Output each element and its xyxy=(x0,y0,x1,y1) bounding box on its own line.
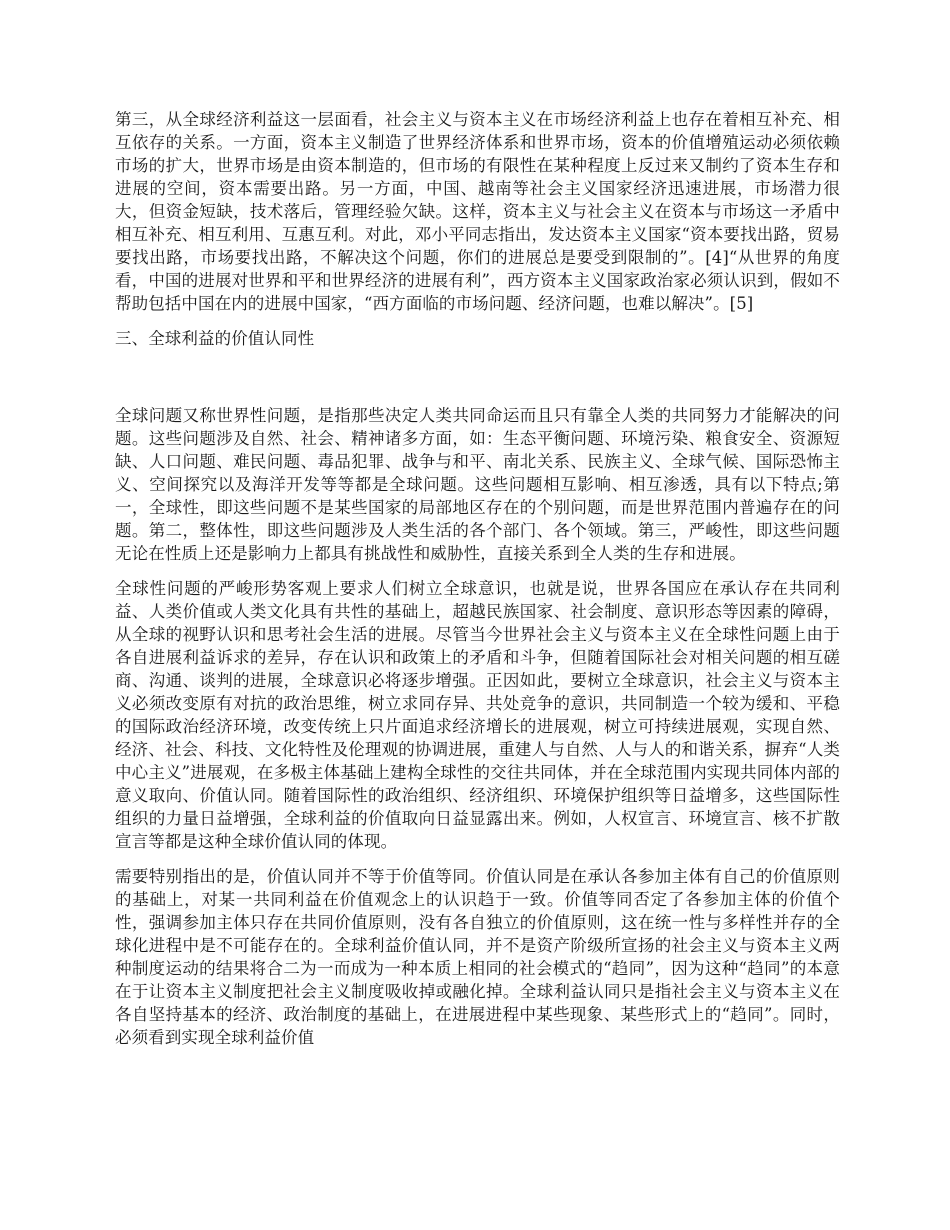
blank-spacer xyxy=(115,362,840,404)
paragraph-global-awareness: 全球性问题的严峻形势客观上要求人们树立全球意识，也就是说，世界各国应在承认存在共同利益、人类价值或人类文化具有共性的基础上，超越民族国家、社会制度、意识形态等因素的障碍，从全球的视野认识和思考社会生活的进展。尽管当今世界社会主义与资本主义在全球性问题上由于各自进展利益诉求的差异，存在认识和政策上的矛盾和斗争，但随着国际社会对相关问题的相互磋商、沟通、谈判的进展，全球意识必将逐步增强。正因如此，要树立全球意识，社会主义与资本主义必须改变原有对抗的政治思维，树立求同存异、共处竞争的意识，共同制造一个较为缓和、平稳的国际政治经济环境，改变传统上只片面追求经济增长的进展观，树立可持续进展观，实现自然、经济、社会、科技、文化特性及伦理观的协调进展，重建人与自然、人与人的和谐关系，摒弃“人类中心主义”进展观，在多极主体基础上建构全球性的交往共同体，并在全球范围内实现共同体内部的意义取向、价值认同。随着国际性的政治组织、经济组织、环境保护组织等日益增多，这些国际性组织的力量日益增强，全球利益的价值取向日益显露出来。例如，人权宣言、环境宣言、核不扩散宣言等都是这种全球价值认同的体现。 xyxy=(115,579,840,851)
paragraph-global-problems: 全球问题又称世界性问题，是指那些决定人类共同命运而且只有靠全人类的共同努力才能解决的问题。这些问题涉及自然、社会、精神诸多方面，如：生态平衡问题、环境污染、粮食安全、资源短缺、人口问题、难民问题、毒品犯罪、战争与和平、南北关系、民族主义、全球气候、国际恐怖主义、空间探究以及海洋开发等等都是全球问题。这些问题相互影响、相互渗透，具有以下特点;第一，全球性，即这些问题不是某些国家的局部地区存在的个别问题，而是世界范围内普遍存在的问题。第二，整体性，即这些问题涉及人类生活的各个部门、各个领域。第三，严峻性，即这些问题无论在性质上还是影响力上都具有挑战性和威胁性，直接关系到全人类的生存和进展。 xyxy=(115,406,840,563)
paragraph-global-economic-interest: 第三，从全球经济利益这一层面看，社会主义与资本主义在市场经济利益上也存在着相互补充、相互依存的关系。一方面，资本主义制造了世界经济体系和世界市场，资本的价值增殖运动必须依赖市场的扩大，世界市场是由资本制造的，但市场的有限性在某种程度上反过来又制约了资本生存和进展的空间，资本需要出路。另一方面，中国、越南等社会主义国家经济迅速进展，市场潜力很大，但资金短缺，技术落后，管理经验欠缺。这样，资本主义与社会主义在资本与市场这一矛盾中相互补充、相互利用、互惠互利。对此，邓小平同志指出，发达资本主义国家“资本要找出路，贸易要找出路，市场要找出路，不解决这个问题，你们的进展总是要受到限制的”。[4]“从世界的角度看，中国的进展对世界和平和世界经济的进展有利”，西方资本主义国家政治家必须认识到，假如不帮助包括中国在内的进展中国家，“西方面临的市场问题、经济问题，也难以解决”。[5] xyxy=(115,110,840,313)
document-body xyxy=(115,108,840,1061)
section-heading: 三、全球利益的价值认同性 xyxy=(115,329,315,348)
paragraph-value-identification: 需要特别指出的是，价值认同并不等于价值等同。价值认同是在承认各参加主体有自己的价值原则的基础上，对某一共同利益在价值观念上的认识趋于一致。价值等同否定了各参加主体的价值个性，强调参加主体只存在共同价值原则，没有各自独立的价值原则，这在统一性与多样性并存的全球化进程中是不可能存在的。全球利益价值认同，并不是资产阶级所宣扬的社会主义与资本主义两种制度运动的结果将合二为一而成为一种本质上相同的社会模式的“趋同”，因为这种“趋同”的本意在于让资本主义制度把社会主义制度吸收掉或融化掉。全球利益认同只是指社会主义与资本主义在各自坚持基本的经济、政治制度的基础上，在进展进程中某些现象、某些形式上的“趋同”。同时，必须看到实现全球利益价值 xyxy=(115,867,840,1047)
